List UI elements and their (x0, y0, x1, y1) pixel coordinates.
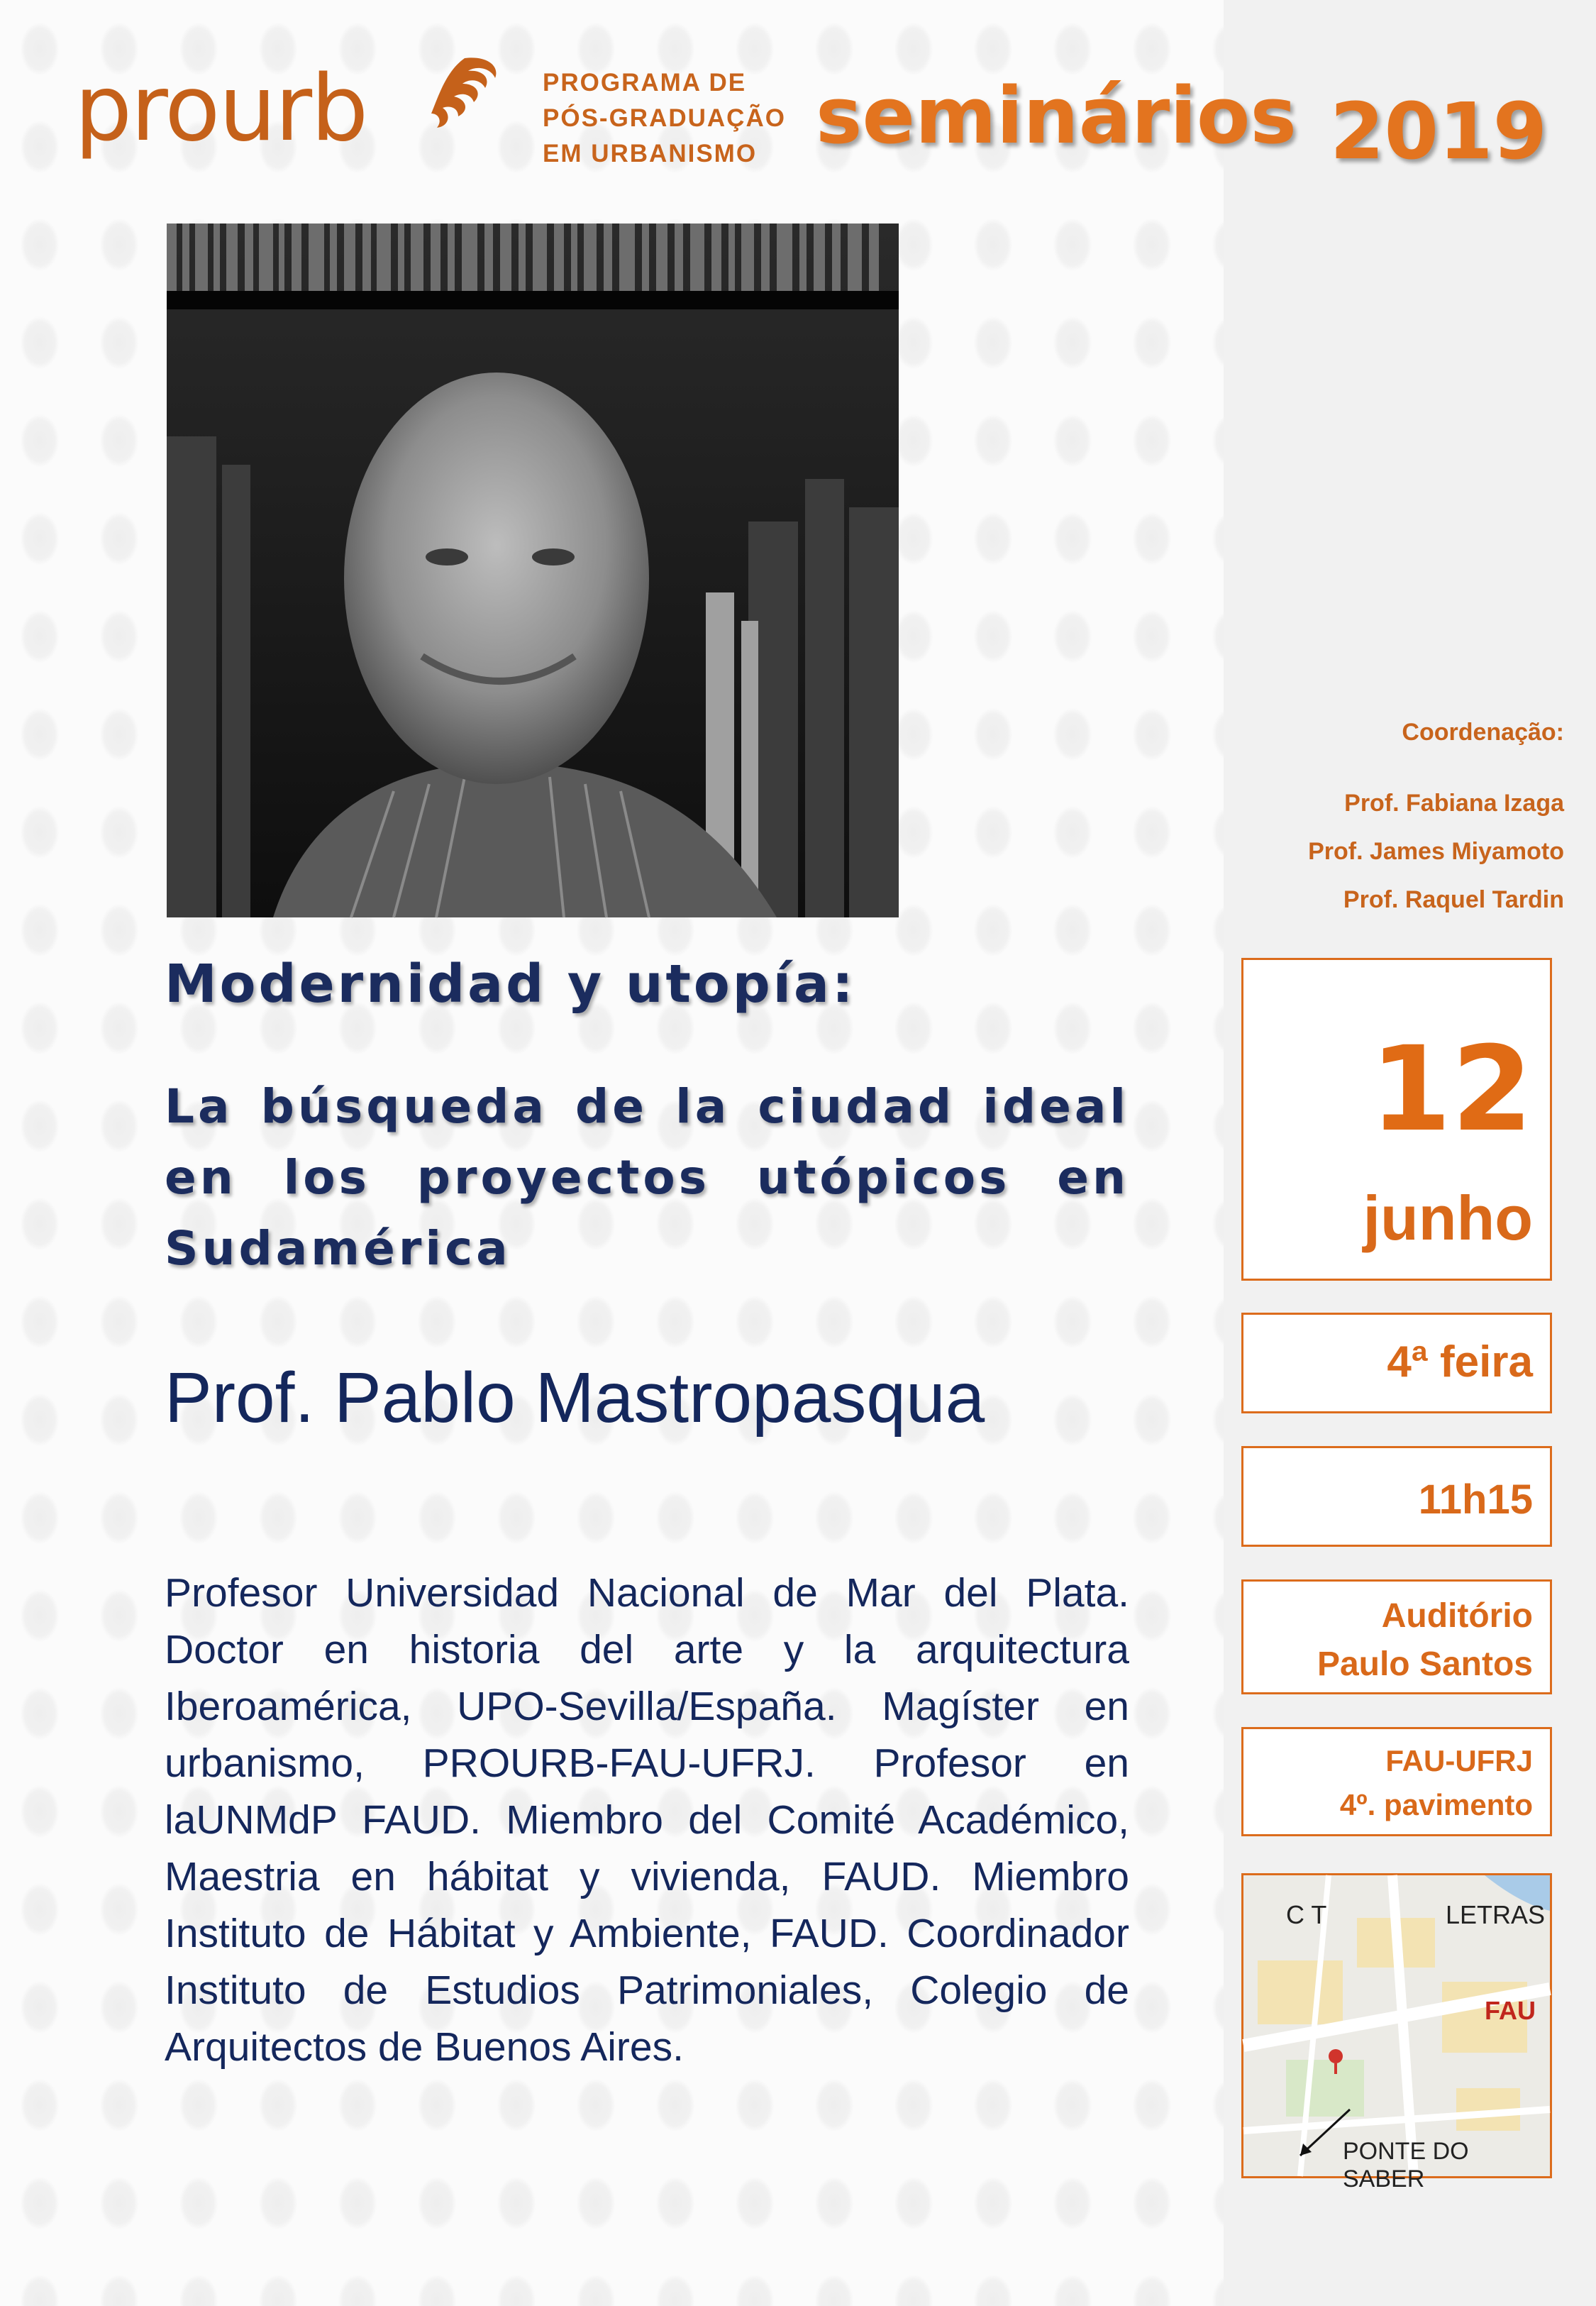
time-box (1241, 1446, 1552, 1547)
place-line: FAU-UFRJ (1385, 1744, 1533, 1777)
speaker-photo-image (167, 224, 899, 917)
coordination-heading: Coordenação: (1402, 719, 1564, 746)
event-time: 11h15 (1418, 1477, 1533, 1523)
location-map (1241, 1873, 1552, 2192)
speaker-name: Prof. Pablo Mastropasqua (165, 1358, 985, 1438)
series-title: seminários (816, 70, 1297, 161)
map-label-bridge: PONTE DO SABER (1343, 2138, 1469, 2192)
logo-wordmark: prourb (74, 56, 367, 162)
event-weekday: 4ª feira (1387, 1337, 1533, 1386)
program-line: EM URBANISMO (543, 140, 758, 167)
map-label-fau: FAU (1485, 1996, 1536, 2025)
logo-swirl-icon (411, 50, 518, 156)
event-day: 12 (1370, 1021, 1533, 1157)
place-box (1241, 1727, 1552, 1836)
weekday-box (1241, 1313, 1552, 1413)
program-line: PÓS-GRADUAÇÃO (543, 104, 786, 132)
event-month: junho (1363, 1183, 1533, 1253)
coordinator-name: Prof. Fabiana Izaga (1344, 790, 1564, 817)
talk-title: Modernidad y utopía: (165, 954, 856, 1015)
place-line: 4º. pavimento (1339, 1788, 1533, 1821)
speaker-photo (167, 224, 899, 917)
venue-line: Auditório (1381, 1597, 1533, 1635)
coordinator-name: Prof. Raquel Tardin (1343, 886, 1564, 913)
talk-subtitle: La búsqueda de la ciudad ideal en los proyectos utópicos en Sudamérica (165, 1079, 1129, 1276)
logo-program-text (543, 65, 786, 172)
coordinator-name: Prof. James Miyamoto (1308, 838, 1564, 865)
venue-box (1241, 1579, 1552, 1694)
program-line: PROGRAMA DE (543, 69, 747, 96)
date-box (1241, 958, 1552, 1281)
prourb-logo (74, 50, 798, 199)
map-label-letras: LETRAS (1446, 1900, 1546, 1929)
map-label-ct: C T (1286, 1900, 1327, 1929)
speaker-bio: Profesor Universidad Nacional de Mar del Plata. Doctor en historia del arte y la arquitectura Iberoamérica, UPO-Sevilla/España. Magíster en urbanismo, PROURB-FAU-UFRJ. Profesor en laUNMdP FAUD. Miembro del Comité Académico, Maestria en hábitat y vivienda, FAUD. Miembro Instituto de Hábitat y Ambiente, FAUD. Coordinador Instituto de Estudios Patrimoniales, Colegio de Arquitectos de Buenos Aires. (165, 1570, 1129, 2070)
year-title: 2019 (1330, 86, 1548, 177)
venue-line: Paulo Santos (1317, 1645, 1533, 1683)
